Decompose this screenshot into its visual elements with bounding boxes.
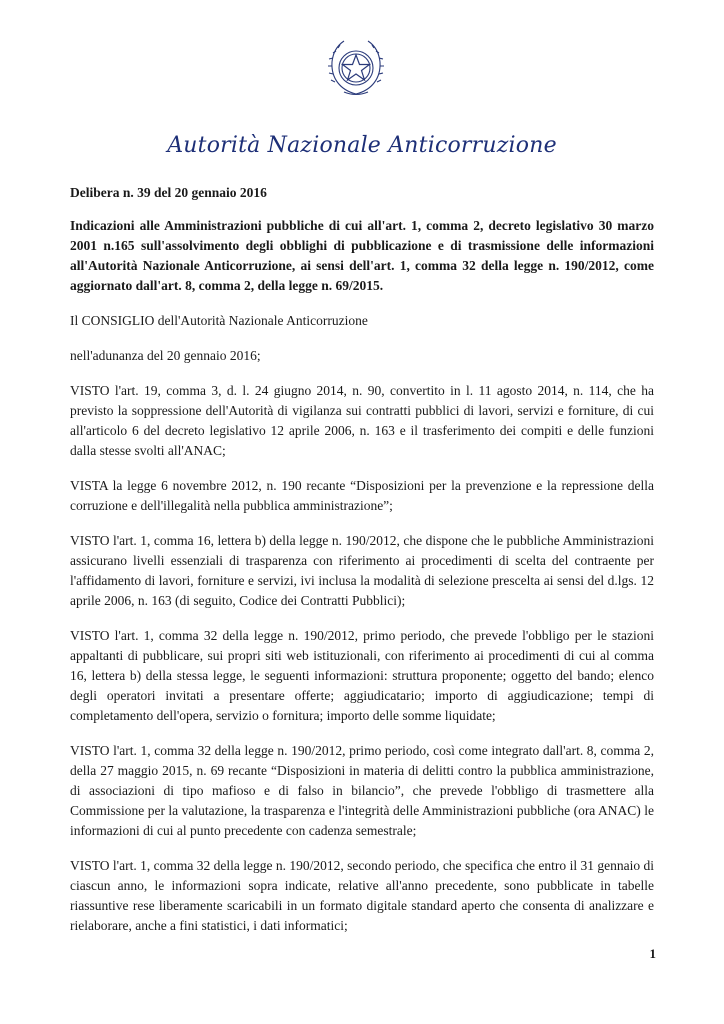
paragraph-visto-comma16: VISTO l'art. 1, comma 16, lettera b) della legge n. 190/2012, che dispone che le pubbliche Amministrazioni assicurano livelli essenziali di trasparenza con riferimento ai procedimenti di scelta del contraente per l'affidamento di lavori, forniture e servizi, ivi inclusa la modalità di selezione prescelta ai sensi del d.lgs. 12 aprile 2006, n. 163 (di seguito, Codice dei Contratti Pubblici);: [70, 533, 654, 608]
authority-name: Autorità Nazionale Anticorruzione: [167, 133, 557, 158]
paragraph-visto-comma32-secondo: VISTO l'art. 1, comma 32 della legge n. 190/2012, secondo periodo, che specifica che entro il 31 gennaio di ciascun anno, le informazioni sopra indicate, relative all'anno precedente, sono pubblicate in tabelle riassuntive rese liberamente scaricabili in un formato digitale standard aperto che consenta di analizzare e rielaborare, anche a fini statistici, i dati informatici;: [70, 858, 654, 933]
italian-republic-emblem-icon: [326, 36, 386, 98]
page-number: 1: [649, 946, 656, 961]
document-body: [70, 184, 654, 951]
delibera-subject: Indicazioni alle Amministrazioni pubbliche di cui all'art. 1, comma 2, decreto legislativo 30 marzo 2001 n.165 sull'assolvimento degli obblighi di pubblicazione e di trasmissione delle informazioni all'Autorità Nazionale Anticorruzione, ai sensi dell'art. 1, comma 32 della legge n. 190/2012, come aggiornato dall'art. 8, comma 2, della legge n. 69/2015.: [70, 218, 654, 293]
paragraph-consiglio: Il CONSIGLIO dell'Autorità Nazionale Anticorruzione: [70, 313, 368, 328]
paragraph-visto-art19: VISTO l'art. 19, comma 3, d. l. 24 giugno 2014, n. 90, convertito in l. 11 agosto 2014, n. 114, che ha previsto la soppressione dell'Autorità di vigilanza sui contratti pubblici di lavori, servizi e forniture, di cui all'articolo 6 del decreto legislativo 12 aprile 2006, n. 163 e il trasferimento dei compiti e delle funzioni dalla stesse svolti all'ANAC;: [70, 383, 654, 458]
delibera-title: Delibera n. 39 del 20 gennaio 2016: [70, 185, 267, 200]
paragraph-adunanza: nell'adunanza del 20 gennaio 2016;: [70, 348, 261, 363]
paragraph-visto-comma32-primo: VISTO l'art. 1, comma 32 della legge n. 190/2012, primo periodo, che prevede l'obbligo per le stazioni appaltanti di pubblicare, sui propri siti web istituzionali, con riferimento ai procedimenti di cui al comma 16, lettera b) della stessa legge, le seguenti informazioni: struttura proponente; oggetto del bando; elenco degli operatori invitati a presentare offerte; aggiudicatario; importo di aggiudicazione; tempi di completamento dell'opera, servizio o fornitura; importo delle somme liquidate;: [70, 628, 654, 723]
paragraph-vista-legge-190: VISTA la legge 6 novembre 2012, n. 190 recante “Disposizioni per la prevenzione e la repressione della corruzione e dell'illegalità nella pubblica amministrazione”;: [70, 478, 654, 513]
paragraph-visto-comma32-integrato: VISTO l'art. 1, comma 32 della legge n. 190/2012, primo periodo, così come integrato dall'art. 8, comma 2, della 27 maggio 2015, n. 69 recante “Disposizioni in materia di delitti contro la pubblica amministrazione, di associazioni di tipo mafioso e di falso in bilancio”, che prevede l'obbligo di trasmettere alla Commissione per la valutazione, la trasparenza e l'integrità delle Amministrazioni pubbliche (ora ANAC) le informazioni di cui al punto precedente con cadenza semestrale;: [70, 743, 654, 838]
